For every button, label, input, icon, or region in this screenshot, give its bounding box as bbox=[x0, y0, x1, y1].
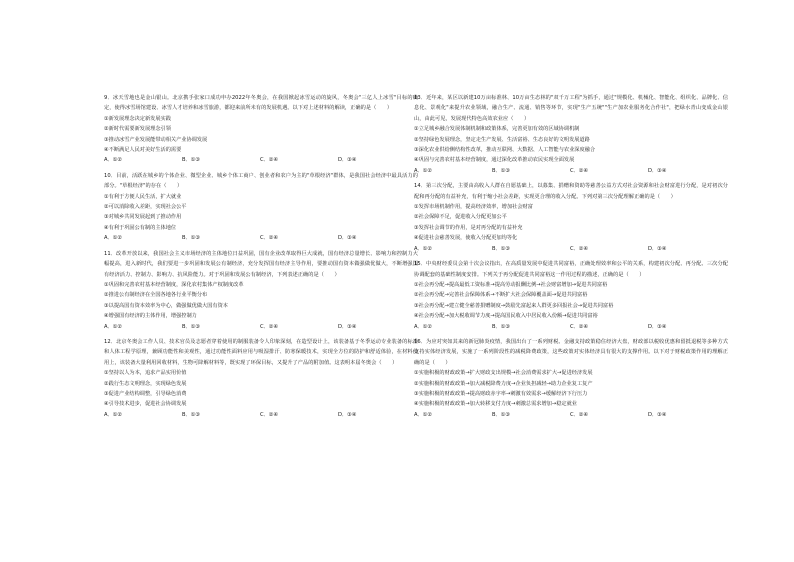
question-12 bbox=[104, 337, 418, 420]
question-stem: 14．第三次分配，主要由高收入人群在自愿基础上，以募集、捐赠和资助等慈善公益方式对社会资源和社会财富进行分配，是对初次分配和再分配的有益补充，有利于缩小社会差距，实现更合理的收入分配。下列对第三次分配理解正确的是（ ） bbox=[414, 183, 728, 200]
right-column bbox=[414, 93, 728, 425]
question-item: ③促进产业结构调整，引导绿色消费 bbox=[104, 390, 187, 397]
option-b: B．①③ bbox=[182, 411, 201, 418]
answer-options bbox=[104, 322, 418, 332]
question-item: ②可以消除收入差距，实现社会公平 bbox=[104, 204, 187, 211]
option-d: D．③④ bbox=[648, 411, 667, 418]
question-item: ④引导技术进步，促进社会协调发展 bbox=[104, 401, 187, 408]
question-16 bbox=[414, 337, 728, 420]
question-item: ①实施积极的财政政策→扩大财政支出规模→社会消费需求扩大→促进经济发展 bbox=[414, 370, 593, 377]
question-13 bbox=[414, 93, 728, 176]
question-11 bbox=[104, 249, 418, 332]
option-a: A．①② bbox=[104, 235, 123, 242]
question-stem: 10．目前，活跃在城乡的个体企业、微型企业、城乡个体工商户、创业者和农户为主的"草根经济"群体，是我国社会经济中最具活力的部分。"草根经济"的存在（ ） bbox=[104, 172, 418, 190]
option-d: D．③④ bbox=[338, 235, 357, 242]
option-c: C．②④ bbox=[260, 323, 279, 330]
question-item: ③实施积极的财政政策→提高财政赤字率→刺激有效需求→缓解经济下行压力 bbox=[414, 390, 588, 397]
question-item: ②践行生态文明理念，实现绿色发展 bbox=[104, 380, 187, 387]
option-d: D．③④ bbox=[338, 411, 357, 418]
option-c: C．②④ bbox=[570, 245, 589, 252]
question-item: ④增强国有经济的主体作用，增强控制力 bbox=[104, 313, 197, 320]
question-item: ④有利于巩固公有制的主体地位 bbox=[104, 224, 177, 231]
question-10 bbox=[104, 171, 418, 244]
question-item: ①巩固和完善农村基本经营制度，深化农村集体产权制度改革 bbox=[104, 281, 244, 288]
question-stem: 9．冰天雪地也是金山银山。北京携手张家口成功申办2022年冬奥会，在我国掀起冰雪运动的旋风，冬奥会"三亿人上冰雪"目标的确定，使得冰雪场馆建设、冰雪人才培养和冰雪旅游，都迎来前所未有的发展机遇。以下对上述材料的解读，正确的是（ ） bbox=[104, 95, 418, 112]
question-stem: 13．近年来，某区以新建10万亩标准林、10万亩生态林的"双千万工程"为抓手，通过"规模化、机械化、智能化、组织化、品牌化、信息化、景观化"来提升农业领域，融合生产、流通、销售等环节，实现"生产五统""生产加农业服务化合作社"，把绿水青山变成金山银山，由此可见，发展现代特色高效农业应（ ） bbox=[414, 95, 728, 122]
question-item: ③对城乡共同发展起到了推动作用 bbox=[104, 214, 182, 221]
option-c: C．②④ bbox=[260, 157, 279, 164]
option-d: D．③④ bbox=[338, 157, 357, 164]
option-d: D．③④ bbox=[648, 167, 667, 174]
question-stem: 12．北京冬奥会工作人员、技术官员及志愿者穿着使用的制服装备令人印象深刻，在造型设计上，该装备基于冬季运动专业装备的标准和人体工程学原理，兼顾功能性和美观性，通过功能性面料应用与吸湿排汗、防寒保暖技术，实现全方位的防护和舒适体验，在材料使用上，该装备大量利用回收材料，生物可降解材料等，既实现了环保目标，又提升了产品的附加值。这表明本届冬奥会（ ） bbox=[104, 338, 418, 366]
question-item: ①有利于方便人民生活，扩大就业 bbox=[104, 193, 182, 200]
question-item: ①立足城乡融合发展体制机制和政策体系，完善更加有效的区域协调机制 bbox=[414, 126, 580, 133]
option-b: B．①③ bbox=[182, 323, 201, 330]
option-c: C．②④ bbox=[570, 167, 589, 174]
question-item: ①社会再分配→提高最低工资标准→提高劳动报酬比例→社会财富增加→促进共同富裕 bbox=[414, 281, 608, 288]
option-b: B．①③ bbox=[492, 411, 511, 418]
option-c: C．②④ bbox=[570, 323, 589, 330]
answer-options bbox=[414, 322, 728, 332]
question-item: ④巩固与完善农村基本经营制度，通过深化改革推动农民实现全面发展 bbox=[414, 157, 575, 164]
question-item: ②坚持绿色发展理念，坚定走生产发展、生活富裕、生态良好的文明发展道路 bbox=[414, 136, 590, 143]
question-item: ④不断满足人民对美好生活的需要 bbox=[104, 147, 182, 154]
question-item: ③推动冰雪产业发展能带动相关产业协调发展 bbox=[104, 136, 208, 143]
option-b: B．①③ bbox=[182, 157, 201, 164]
question-item: ②社会再分配→完善社会保障体系→不断扩大社会保障覆盖面→促进共同富裕 bbox=[414, 292, 588, 299]
option-a: A．①② bbox=[104, 157, 123, 164]
answer-options bbox=[104, 233, 418, 243]
option-b: B．①③ bbox=[182, 235, 201, 242]
option-c: C．②④ bbox=[570, 411, 589, 418]
question-item: ②实施积极的财政政策→加大减税降费力度→企业负担减轻→助力企业复工复产 bbox=[414, 380, 593, 387]
question-item: ③深化农业供给侧结构性改革，推动互联网、大数据、人工智能与农业深度融合 bbox=[414, 147, 596, 154]
question-item: ②新时代需要新发展理念引领 bbox=[104, 126, 171, 133]
question-15 bbox=[414, 259, 728, 332]
option-c: C．②④ bbox=[260, 411, 279, 418]
option-a: A．①② bbox=[414, 323, 433, 330]
question-item: ③以提高国有资本效率为中心，做强做优做大国有资本 bbox=[104, 302, 228, 309]
question-stem: 11．改革开放以来，我国社会主义市场经济的主体地位日益巩固，国有企业改革取得巨大成就，国有经济总量增长、影响力和控制力大幅提高，进入新时代，我们要进一步巩固和发展公有制经济，充分发挥国有经济主导作用，要推动国有资本做强做优做大，不断增强国有经济活力、控制力、影响力、抗风险能力。对于巩固和发展公有制经济，下列表述正确的是（ ） bbox=[104, 250, 418, 278]
answer-options bbox=[414, 410, 728, 420]
option-a: A．①② bbox=[104, 411, 123, 418]
option-b: B．①③ bbox=[492, 167, 511, 174]
option-b: B．①③ bbox=[492, 245, 511, 252]
question-item: ①坚持以人为本，追求产品实用价值 bbox=[104, 370, 187, 377]
option-d: D．③④ bbox=[338, 323, 357, 330]
question-item: ②推进公有制经济在全国各地各行业平衡分布 bbox=[104, 292, 208, 299]
question-item: ①新发展理念决定新发展实践 bbox=[104, 115, 171, 122]
option-a: A．①② bbox=[104, 323, 123, 330]
question-stem: 16．为应对突如其来的新冠肺炎疫情，我国出台了一系列财税、金融支持政策稳住经济大盘，财政部以税收优惠和留抵退税等多种方式支持实体经济发展，实施了一系列阶段性的减税降费政策，这些政策对实体经济具有很大的支撑作用。以下对于财税政策作用的理解正确的是（ ） bbox=[414, 338, 728, 366]
option-a: A．①② bbox=[414, 245, 433, 252]
question-item: ④实施积极的财政政策→加大转移支付力度→刺激总需求增加→稳定就业 bbox=[414, 401, 577, 408]
answer-options bbox=[104, 155, 418, 165]
question-stem: 15．中央财经委员会第十次会议指出，在高质量发展中促进共同富裕，正确处理效率和公平的关系，构建初次分配、再分配、三次分配协调配套的基础性制度安排。下列关于再分配促进共同富裕这一作用过程的描述，正确的是（ ） bbox=[414, 261, 728, 278]
option-a: A．①② bbox=[414, 167, 433, 174]
option-d: D．③④ bbox=[648, 245, 667, 252]
answer-options bbox=[414, 166, 728, 176]
answer-options bbox=[414, 244, 728, 254]
option-c: C．②④ bbox=[260, 235, 279, 242]
left-column bbox=[104, 93, 418, 425]
question-item: ①发挥市场机制作用，提高经济效率，增加社会财富 bbox=[414, 204, 533, 211]
option-a: A．①② bbox=[414, 411, 433, 418]
option-d: D．③④ bbox=[648, 323, 667, 330]
answer-options bbox=[104, 410, 418, 420]
question-item: ④社会再分配→加大税收调节力度→提高国民收入中居民收入份额→促进共同富裕 bbox=[414, 313, 598, 320]
option-b: B．①③ bbox=[492, 323, 511, 330]
question-item: ②社会保障不足，促进收入分配更加公平 bbox=[414, 214, 507, 221]
question-item: ③社会再分配→建立健全慈善捐赠制度→鼓励先富起来人群更多回报社会→促进共同富裕 bbox=[414, 302, 614, 309]
question-item: ③发挥社会调节的作用，是对再分配的有益补充 bbox=[414, 224, 523, 231]
question-14 bbox=[414, 181, 728, 254]
question-item: ④促进社会慈善发展，使收入分配更加均等化 bbox=[414, 235, 518, 242]
question-9 bbox=[104, 93, 418, 166]
